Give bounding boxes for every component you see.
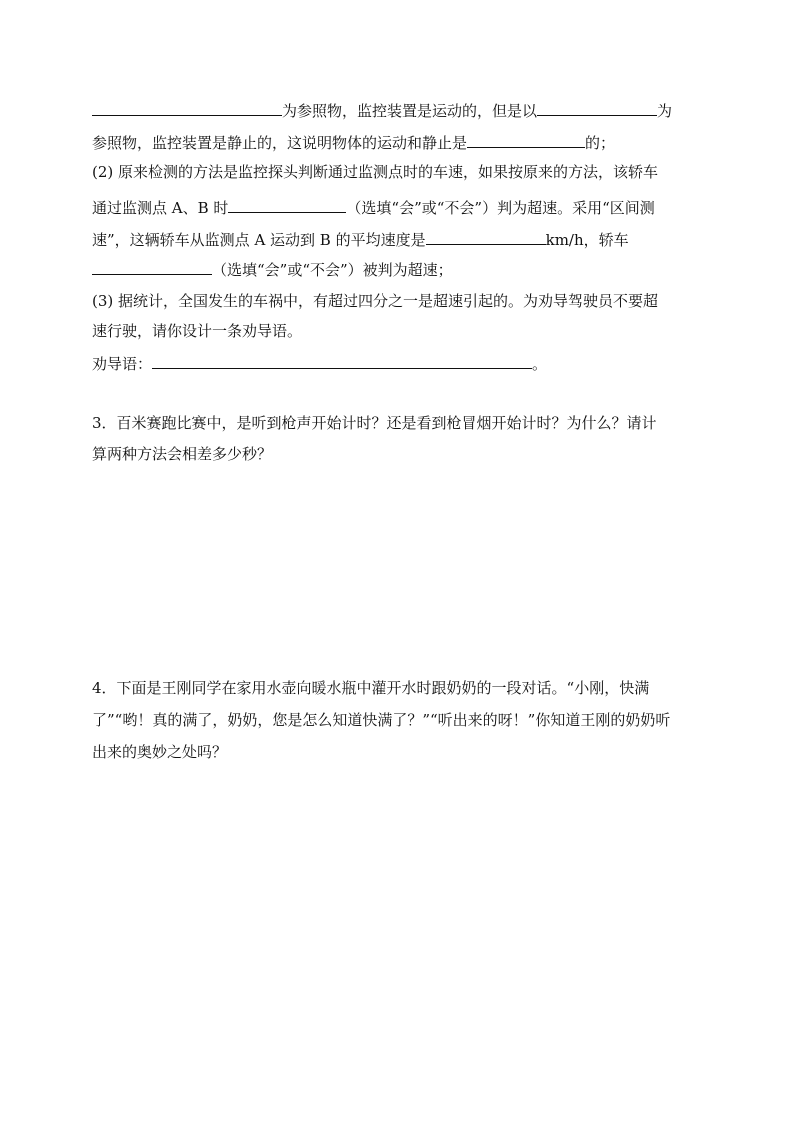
question-text: 4．下面是王刚同学在家用水壶向暖水瓶中灌开水时跟奶奶的一段对话。“小刚，快满 bbox=[92, 679, 650, 697]
text: 通过监测点 A、B 时 bbox=[92, 199, 229, 217]
q3-line-2 bbox=[92, 443, 704, 465]
text: (3) 据统计，全国发生的车祸中，有超过四分之一是超速引起的。为劝导驾驶员不要超 bbox=[92, 292, 659, 310]
text: (2) 原来检测的方法是监控探头判断通过监测点时的车速，如果按原来的方法，该轿车 bbox=[92, 163, 659, 181]
text: 。 bbox=[532, 355, 548, 373]
q2-part3-line-1 bbox=[92, 290, 704, 312]
q2-part2-line-4 bbox=[92, 258, 704, 280]
text: 劝导语： bbox=[92, 355, 153, 373]
q2-line-2 bbox=[92, 131, 704, 153]
answer-blank[interactable] bbox=[467, 131, 585, 148]
answer-blank[interactable] bbox=[92, 99, 282, 116]
text: 为 bbox=[657, 102, 673, 120]
answer-blank[interactable] bbox=[152, 352, 532, 369]
text: （选填“会”或“不会”）被判为超速； bbox=[212, 261, 453, 279]
question-text: 算两种方法会相差多少秒？ bbox=[92, 445, 273, 463]
q4-line-2 bbox=[92, 709, 704, 731]
text: 参照物，监控装置是静止的，这说明物体的运动和静止是 bbox=[92, 134, 468, 152]
text: （选填“会”或“不会”）判为超速。采用“区间测 bbox=[346, 199, 655, 217]
text: 速”，这辆轿车从监测点 A 运动到 B 的平均速度是 bbox=[92, 231, 426, 249]
text: 为参照物，监控装置是运动的，但是以 bbox=[282, 102, 538, 120]
text: km/h，轿车 bbox=[545, 231, 629, 249]
question-text: 了”“哟！真的满了，奶奶，您是怎么知道快满了？”“听出来的呀！”你知道王刚的奶奶听 bbox=[92, 711, 671, 729]
answer-blank[interactable] bbox=[537, 99, 657, 116]
q3-line-1 bbox=[92, 412, 704, 434]
answer-blank[interactable] bbox=[426, 228, 546, 245]
q2-part3-line-3 bbox=[92, 352, 704, 374]
answer-blank[interactable] bbox=[228, 196, 346, 213]
q2-part2-line-2 bbox=[92, 196, 704, 218]
q4-line-3 bbox=[92, 741, 704, 763]
text: 速行驶，请你设计一条劝导语。 bbox=[92, 322, 303, 340]
q2-part2-line-3 bbox=[92, 228, 704, 250]
text: 的； bbox=[585, 134, 616, 152]
q2-line-1 bbox=[92, 99, 704, 121]
answer-blank[interactable] bbox=[92, 258, 212, 275]
q4-line-1 bbox=[92, 677, 704, 699]
question-text: 出来的奥妙之处吗？ bbox=[92, 743, 228, 761]
question-text: 3．百米赛跑比赛中，是听到枪声开始计时？还是看到枪冒烟开始计时？为什么？请计 bbox=[92, 414, 657, 432]
q2-part2-line-1 bbox=[92, 161, 704, 183]
q2-part3-line-2 bbox=[92, 320, 704, 342]
